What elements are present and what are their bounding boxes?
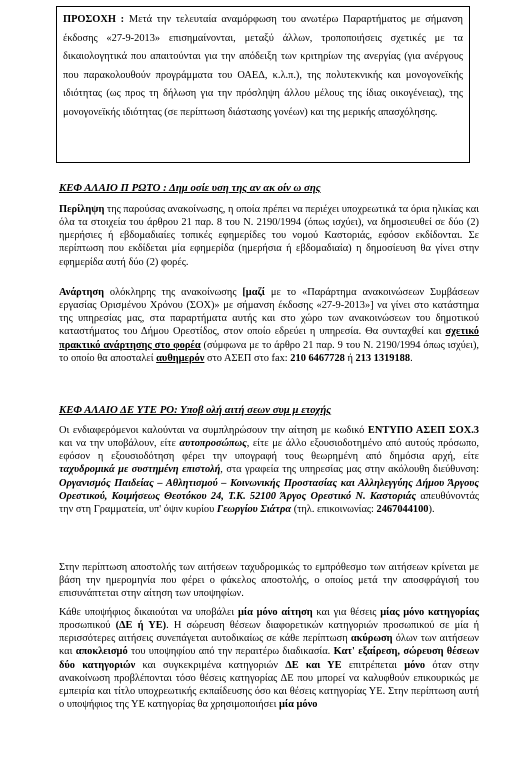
- fax-number: 210 6467728: [290, 352, 345, 364]
- text-run: Κάθε υποψήφιος δικαιούται να υποβάλει: [59, 607, 238, 618]
- text-run: όλων των αιτήσεων και: [59, 633, 479, 658]
- bold-run: Κατ' εξαίρεση, σώρευση θέσεων δύο κατηγοριών: [59, 646, 479, 671]
- text-run: του υποψηφίου από την περαιτέρω διαδικασία.: [127, 646, 334, 658]
- bold-run: σχετικό πρακτικό ανάρτησης στο φορέα: [59, 326, 479, 351]
- text-run: .: [410, 352, 413, 364]
- text-run: απευθύνοντάς την στη Γραμματεία, υπ' όψιν κυρίου: [59, 490, 480, 515]
- notice-label: ΠΡΟΣΟΧΗ :: [63, 14, 125, 25]
- text-run: στο ΑΣΕΠ στο fax:: [204, 352, 291, 364]
- notice-box: [56, 6, 470, 163]
- bold-run: μόνο: [404, 659, 426, 671]
- bold-run: αποκλεισμό: [75, 646, 128, 658]
- bold-run: μία μόνο αίτηση: [237, 607, 313, 618]
- summary-lead: Περίληψη: [59, 204, 105, 215]
- text-run: , στα γραφεία της υπηρεσίας μας στην ακόλουθη διεύθυνση:: [220, 464, 480, 476]
- bold-run: (ΔΕ ή ΥΕ): [115, 620, 167, 632]
- postal-paragraph: [59, 561, 479, 600]
- bold-run: [μαζί: [242, 287, 266, 298]
- posting-lead: Ανάρτηση: [59, 287, 104, 298]
- posting-paragraph: [59, 286, 479, 365]
- bold-run: ΔΕ και ΥΕ: [285, 659, 342, 671]
- text-run: (σύμφωνα με το άρθρο 21 παρ. 9 του Ν. 2190/1994 όπως ισχύει), το οποίο θα αποσταλεί: [59, 339, 480, 364]
- text-run: και να την υποβάλουν, είτε: [59, 438, 180, 450]
- summary-paragraph: [59, 203, 479, 269]
- bold-run: ακύρωση: [350, 633, 393, 645]
- fax-number: 213 1319188: [355, 352, 411, 364]
- text-run: προσωπικού: [59, 620, 116, 632]
- text-run: επιτρέπεται: [341, 659, 405, 671]
- text-run: και συγκεκριμένα κατηγοριών: [135, 659, 286, 671]
- chapter-one-heading: ΚΕΦ ΑΛΑΙΟ Π ΡΩΤΟ : Δημ οσίε υση της αν ακ οίν ω σης: [59, 182, 321, 194]
- bold-run: μία μόνο: [278, 699, 318, 711]
- text-run: όταν στην ανακοίνωση προβλέπονται τόσο θέσεις κατηγορίας ΔΕ που μπορεί να καλυφθούν επικουρικώς με εμπειρία και τίτλο υποχρεωτικής εκπαίδευσης όσο και θέσεις κατηγορίας ΥΕ. Στην περίπτωση αυτή ο υποψήφιος της ΥΕ κατηγορίας θα χρησιμοποιήσει: [59, 659, 479, 711]
- contact-name: Γεωργίου Σιάτρα: [216, 503, 292, 515]
- notice-text: Μετά την τελευταία αναμόρφωση του ανωτέρω Παραρτήματος με σήμανση έκδοσης «27-9-2013» επισημαίνονται, μεταξύ άλλων, τροποποιήσεις σχετικές με τα δικαιολογητικά που απαιτούνται για την απόδειξη των κριτηρίων της ανεργίας (για ανέργους που παρακολουθούν προγράμματα του ΟΑΕΔ, κ.λ.π.), της πολυτεκνικής και μονογονεϊκής ιδιότητας (ως προς τη δήλωση για την πρόσληψη άλλου μέλους της ίδιας οικογένειας), της μονογονεϊκής ιδιότητας (σε περίπτωση διάστασης γονέων) και της μερικής απασχόλησης.: [63, 14, 463, 118]
- summary-text: της παρούσας ανακοίνωσης, η οποία πρέπει να περιέχει υποχρεωτικά τα όρια ηλικίας και όλα τα στοιχεία του άρθρου 21 παρ. 8 του Ν. 2190/1994 (όπως ισχύει), να δημοσιευθεί σε δύο (2) ημερήσιες ή εβδομαδιαίες τοπικές εφημερίδες του νομού Καστοριάς, εφόσον εκδίδονται. Σε περίπτωση που εκδίδεται μία εφημερίδα (ημερήσια ή εβδομαδιαία) η δημοσίευση θα γίνει στην εφημερίδα αυτή δύο (2) φορές.: [59, 204, 479, 268]
- text-run: . Η σώρευση θέσεων διαφορετικών κατηγοριών προσωπικού σε μία ή περισσότερες αιτήσεις συνεπάγεται αυτοδικαίως σε κάθε περίπτωση: [59, 620, 480, 645]
- contact-phone: 2467044100: [376, 503, 429, 515]
- bold-run: αυτοπροσώπως: [179, 438, 247, 450]
- text-run: ολόκληρης της ανακοίνωσης: [103, 287, 243, 298]
- bold-run: μίας μόνο κατηγορίας: [380, 607, 479, 618]
- text-run: Οι ενδιαφερόμενοι καλούνται να συμπληρώσουν την αίτηση με κωδικό: [59, 425, 368, 436]
- text-run: (τηλ. επικοινωνίας:: [291, 503, 377, 515]
- bold-run: αυθημερόν: [156, 352, 205, 364]
- text-run: ).: [428, 503, 435, 515]
- chapter-two-heading: ΚΕΦ ΑΛΑΙΟ ΔΕ ΥΤΕ ΡΟ: Υποβ ολή αιτή σεων συμ μ ετοχής: [59, 404, 332, 416]
- text-run: ή: [344, 352, 356, 364]
- form-code: ΕΝΤΥΠΟ ΑΣΕΠ ΣΟΧ.3: [367, 425, 479, 436]
- text-run: Στην περίπτωση αποστολής των αιτήσεων ταχυδρομικώς το εμπρόθεσμο των αιτήσεων κρίνεται με βάση την ημερομηνία που φέρει ο φάκελος αποστολής, ο οποίος μετά την αποσφράγισή του επισυνάπτεται στην αίτηση των υποψηφίων.: [59, 562, 479, 600]
- application-paragraph: [59, 424, 479, 516]
- text-run: , είτε με άλλο εξουσιοδοτημένο από αυτούς πρόσωπο, εφόσον η εξουσιοδότηση φέρει την υπογραφή τους θεωρημένη από δημόσια αρχή, είτε: [59, 438, 479, 463]
- bold-run: ταχυδρομικά με συστημένη επιστολή: [59, 464, 221, 476]
- text-run: και για θέσεις: [312, 607, 381, 618]
- address: Οργανισμός Παιδείας – Αθλητισμού – Κοινωνικής Προστασίας και Αλληλεγγύης Δήμου Άργους Ορεστικού, Κοιμήσεως Θεοτόκου 24, Τ.Κ. 52100 Άργος Ορεστικό Ν. Καστοριάς: [59, 477, 479, 502]
- single-application-paragraph: [59, 606, 479, 711]
- text-run: με το «Παράρτημα ανακοινώσεων Συμβάσεων εργασίας Ορισμένου Χρόνου (ΣΟΧ)» με σήμανση έκδοσης «27-9-2013»] να γίνει στο κατάστημα της υπηρεσίας μας, στα παραρτήματα αυτής και στο χώρο των ανακοινώσεων του δημοτικού καταστήματος του Δήμου Ορεστίδος, στον οποίο εδρεύει η υπηρεσία. Θα συνταχθεί και: [59, 287, 479, 338]
